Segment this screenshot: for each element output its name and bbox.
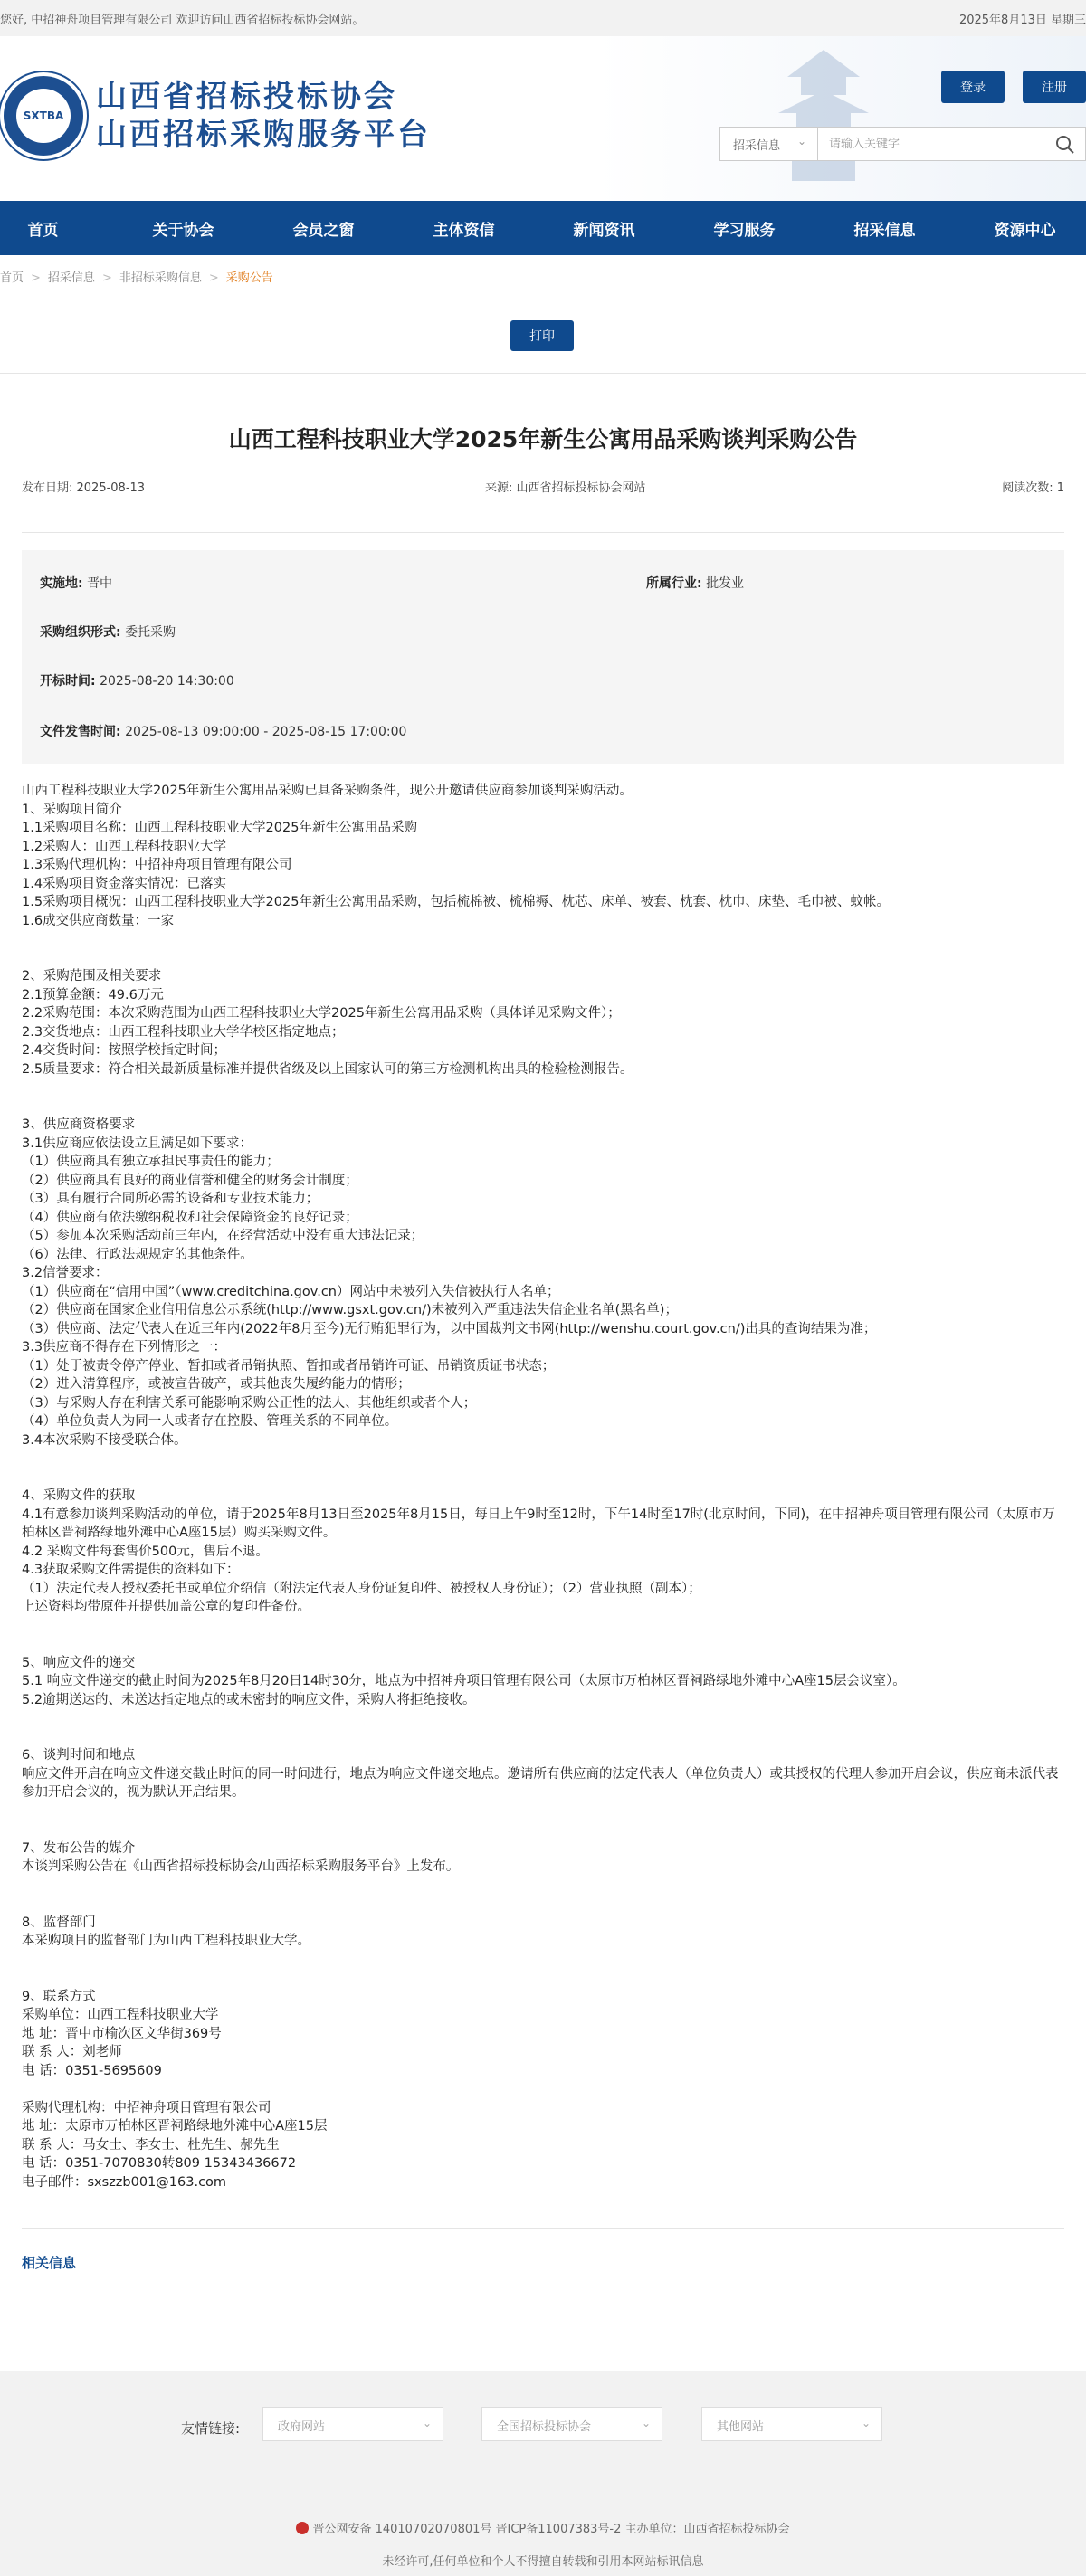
content-line: （2）供应商具有良好的商业信誉和健全的财务会计制度； — [22, 1173, 358, 1188]
chevron-down-icon: ⌄ — [796, 135, 806, 147]
content-line: （1）法定代表人授权委托书或单位介绍信（附法定代表人身份证复印件、被授权人身份证）；（2）营业执照（副本）； — [22, 1581, 701, 1596]
content-line — [22, 1709, 1064, 1728]
search-category-value: 招采信息 — [733, 139, 781, 153]
content-line: （1）处于被责令停产停业、暂扣或者吊销执照、暂扣或者吊销许可证、吊销资质证书状态； — [22, 1358, 556, 1374]
content-line: 采购单位：山西工程科技职业大学 — [22, 2008, 219, 2022]
content-line: 响应文件开启在响应文件递交截止时间的同一时间进行，地点为响应文件递交地点。邀请所有供应商的法定代表人（单位负责人）或其授权的代理人参加开启会议，供应商未派代表参加开启会议的，视为默认开启结果。 — [22, 1766, 1059, 1800]
content-line: （2）进入清算程序，或被宣告破产，或其他丧失履约能力的情形； — [22, 1377, 411, 1392]
content-line: 3.4本次采购不接受联合体。 — [22, 1432, 187, 1448]
info-org-form-value: 委托采购 — [125, 625, 176, 640]
info-doc-time — [40, 722, 406, 740]
divider — [22, 532, 1064, 533]
content-line: 1、采购项目简介 — [22, 802, 122, 817]
site-name[interactable] — [96, 78, 431, 154]
info-doc-time-value: 2025-08-13 09:00:00 - 2025-08-15 17:00:00 — [125, 725, 407, 739]
content-line: 本采购项目的监督部门为山西工程科技职业大学。 — [22, 1934, 310, 1948]
content-line: 2.5质量要求：符合相关最新质量标准并提供省级及以上国家认可的第三方检测机构出具的检验检测报告。 — [22, 1061, 634, 1077]
content-line — [22, 930, 1064, 949]
content-line: 电 话：0351-5695609 — [22, 2063, 162, 2078]
main-nav — [0, 201, 1086, 255]
friend-link-select-value: 政府网站 — [278, 2420, 326, 2434]
info-location-value: 晋中 — [87, 576, 113, 591]
info-org-form-label: 采购组织形式: — [40, 625, 121, 640]
view-count: 阅读次数: 1 — [1002, 481, 1064, 495]
info-open-time — [40, 671, 234, 689]
project-info-box — [22, 550, 1064, 764]
content-line: 1.2采购人：山西工程科技职业大学 — [22, 839, 227, 854]
content-line: 2.4交货时间：按照学校指定时间； — [22, 1043, 227, 1058]
nav-item-members[interactable]: 会员之窗 — [292, 221, 355, 240]
site-footer — [0, 2371, 1086, 2576]
content-line: 4、采购文件的获取 — [22, 1488, 136, 1503]
content-line: （1）供应商在“信用中国”（www.creditchina.gov.cn）网站中未被列入失信被执行人名单； — [22, 1284, 560, 1299]
content-line: 3.3供应商不得存在下列情形之一： — [22, 1340, 227, 1355]
content-line: 2.3交货地点：山西工程科技职业大学华校区指定地点； — [22, 1024, 345, 1040]
content-line: 5.2逾期送达的、未送达指定地点的或未密封的响应文件，采购人将拒绝接收。 — [22, 1692, 476, 1707]
content-line: （3）供应商、法定代表人在近三年内(2022年8月至今)无行贿犯罪行为，以中国裁判文书网(http://wenshu.court.gov.cn/)出具的查询结果为准； — [22, 1321, 877, 1336]
police-badge-icon — [296, 2522, 309, 2534]
content-line: 9、联系方式 — [22, 1989, 96, 2004]
content-line — [22, 1951, 1064, 1970]
friend-link-select-national[interactable] — [481, 2407, 662, 2441]
nav-item-learning[interactable]: 学习服务 — [713, 221, 776, 240]
content-line: 联 系 人：马女士、李女士、杜先生、郝先生 — [22, 2137, 280, 2153]
content-line: （6）法律、行政法规规定的其他条件。 — [22, 1247, 253, 1262]
friend-link-select-gov[interactable] — [262, 2407, 443, 2441]
content-line: （4）供应商有依法缴纳税收和社会保障资金的良好记录； — [22, 1210, 358, 1225]
record-text: 晋公网安备 14010702070801号 晋ICP备11007383号-2 主办单位：山西省招标投标协会 — [312, 2523, 790, 2536]
content-line: 本谈判采购公告在《山西省招标投标协会/山西招标采购服务平台》上发布。 — [22, 1859, 460, 1874]
nav-item-resources[interactable]: 资源中心 — [994, 221, 1056, 240]
site-header — [0, 36, 1086, 201]
search-bar — [719, 127, 1086, 161]
content-line — [22, 1617, 1064, 1636]
content-line — [22, 1635, 1064, 1654]
info-location-label: 实施地: — [40, 576, 83, 591]
content-line: 电 话：0351-7070830转809 15343436672 — [22, 2156, 297, 2171]
content-line: 山西工程科技职业大学2025年新生公寓用品采购已具备采购条件，现公开邀请供应商参加谈判采购活动。 — [22, 784, 633, 798]
friend-link-select-other[interactable] — [701, 2407, 882, 2441]
info-open-time-value: 2025-08-20 14:30:00 — [100, 674, 234, 689]
article-source: 来源: 山西省招标投标协会网站 — [485, 481, 646, 495]
content-line — [22, 1877, 1064, 1896]
content-line: 7、发布公告的媒介 — [22, 1840, 136, 1856]
info-doc-time-label: 文件发售时间: — [40, 725, 121, 739]
announcement-body — [22, 782, 1064, 2191]
nav-item-credit[interactable]: 主体资信 — [433, 221, 495, 240]
current-date: 2025年8月13日 星期三 — [958, 14, 1086, 27]
content-line: 上述资料均带原件并提供加盖公章的复印件备份。 — [22, 1600, 310, 1614]
search-icon[interactable] — [1054, 134, 1076, 156]
content-line: 4.3获取采购文件需提供的资料如下： — [22, 1563, 240, 1577]
login-button[interactable]: 登录 — [941, 71, 1005, 103]
content-line — [22, 1098, 1064, 1117]
content-line: 2.2采购范围：本次采购范围为山西工程科技职业大学2025年新生公寓用品采购（具体详见采购文件）； — [22, 1006, 621, 1021]
info-industry — [646, 574, 744, 592]
content-line — [22, 1895, 1064, 1914]
register-button[interactable]: 注册 — [1023, 71, 1086, 103]
content-line: 地 址：晋中市榆次区文华街369号 — [22, 2026, 222, 2041]
content-line — [22, 1969, 1064, 1988]
friend-link-select-value: 全国招标投标协会 — [497, 2420, 592, 2434]
content-line — [22, 1728, 1064, 1747]
chevron-down-icon: ⌄ — [422, 2417, 432, 2429]
breadcrumb-separator-icon: > — [208, 271, 219, 285]
breadcrumb — [0, 268, 273, 285]
content-line: 电子邮件：sxszzb001@163.com — [22, 2174, 227, 2190]
publish-date: 发布日期: 2025-08-13 — [22, 481, 146, 495]
content-line: 6、谈判时间和地点 — [22, 1748, 136, 1763]
content-line: 5.1 响应文件递交的截止时间为2025年8月20日14时30分，地点为中招神舟项目管理有限公司（太原市万柏林区晋祠路绿地外滩中心A座15层会议室）。 — [22, 1674, 906, 1688]
chevron-down-icon: ⌄ — [861, 2417, 871, 2429]
content-line — [22, 1802, 1064, 1821]
info-industry-value: 批发业 — [706, 576, 745, 591]
content-line: 5、响应文件的递交 — [22, 1655, 136, 1670]
content-line: 4.1有意参加谈判采购活动的单位，请于2025年8月13日至2025年8月15日，每日上午9时至12时，下午14时至17时(北京时间，下同)，在中招神舟项目管理有限公司（太原市万柏林区晋祠路绿地外滩中心A座15层）购买采购文件。 — [22, 1507, 1055, 1540]
divider — [22, 2228, 1064, 2229]
print-button[interactable]: 打印 — [510, 320, 574, 351]
content-line: （4）单位负责人为同一人或者存在控股、管理关系的不同单位。 — [22, 1414, 398, 1429]
site-name-line2: 山西招标采购服务平台 — [96, 117, 431, 153]
breadcrumb-separator-icon: > — [31, 271, 41, 285]
breadcrumb-separator-icon: > — [101, 271, 112, 285]
content-line: 2.1预算金额：49.6万元 — [22, 987, 164, 1003]
breadcrumb-non-tender[interactable]: 非招标采购信息 — [119, 271, 202, 285]
content-line: 1.1采购项目名称：山西工程科技职业大学2025年新生公寓用品采购 — [22, 821, 417, 835]
logo-abbr: SXTBA — [23, 109, 64, 122]
breadcrumb-current[interactable]: 采购公告 — [225, 271, 273, 285]
record-info — [0, 2519, 1086, 2536]
content-line: （3）与采购人存在利害关系可能影响采购公正性的法人、其他组织或者个人； — [22, 1395, 477, 1411]
info-industry-label: 所属行业: — [646, 576, 702, 591]
content-line: （1）供应商具有独立承担民事责任的能力； — [22, 1155, 280, 1169]
content-line: 3、供应商资格要求 — [22, 1117, 136, 1132]
copyright-notice: 未经许可,任何单位和个人不得擅自转载和引用本网站标讯信息 — [382, 2555, 704, 2569]
info-org-form — [40, 623, 176, 641]
content-line — [22, 949, 1064, 968]
content-line: 2、采购范围及相关要求 — [22, 969, 162, 984]
content-line: 8、监督部门 — [22, 1915, 96, 1930]
content-line: 4.2 采购文件每套售价500元，售后不退。 — [22, 1544, 269, 1559]
chevron-down-icon: ⌄ — [641, 2417, 651, 2429]
content-line: （3）具有履行合同所必需的设备和专业技术能力； — [22, 1192, 319, 1206]
content-line — [22, 1079, 1064, 1098]
content-line: 采购代理机构：中招神舟项目管理有限公司 — [22, 2100, 272, 2115]
content-line: 地 址：太原市万柏林区晋祠路绿地外滩中心A座15层 — [22, 2119, 328, 2134]
content-line: 1.5采购项目概况：山西工程科技职业大学2025年新生公寓用品采购，包括梳棉被、梳棉褥、枕芯、床单、被套、枕套、枕巾、床垫、毛巾被、蚊帐。 — [22, 895, 890, 909]
friend-links-label: 友情链接: — [181, 2420, 241, 2437]
top-bar — [0, 0, 1086, 36]
search-input[interactable] — [829, 128, 1037, 160]
content-line: 3.2信誉要求： — [22, 1266, 109, 1280]
nav-item-news[interactable]: 新闻资讯 — [573, 221, 635, 240]
related-info-heading[interactable]: 相关信息 — [22, 2255, 77, 2271]
welcome-text: 您好, 中招神舟项目管理有限公司 欢迎访问山西省招标投标协会网站。 — [0, 14, 365, 27]
nav-item-about[interactable]: 关于协会 — [152, 221, 214, 240]
association-logo-icon[interactable] — [0, 72, 87, 159]
content-line — [22, 1469, 1064, 1488]
breadcrumb-home[interactable]: 首页 — [0, 271, 24, 285]
content-line: 1.6成交供应商数量：一家 — [22, 913, 175, 928]
content-line: （2）供应商在国家企业信用信息公示系统(http://www.gsxt.gov.cn/)未被列入严重违法失信企业名单(黑名单)； — [22, 1303, 678, 1317]
content-line: 3.1供应商应依法设立且满足如下要求： — [22, 1136, 253, 1151]
info-open-time-label: 开标时间: — [40, 674, 96, 689]
divider — [0, 373, 1086, 374]
friend-link-select-value: 其他网站 — [717, 2420, 765, 2434]
content-line: （5）参加本次采购活动前三年内，在经营活动中没有重大违法记录； — [22, 1229, 424, 1243]
nav-item-home[interactable]: 首页 — [27, 221, 59, 240]
info-location — [40, 574, 112, 592]
search-category-select[interactable] — [720, 128, 818, 160]
content-line — [22, 1450, 1064, 1469]
site-name-line1: 山西省招标投标协会 — [96, 79, 397, 115]
content-line: 1.4采购项目资金落实情况：已落实 — [22, 876, 227, 891]
content-line — [22, 1820, 1064, 1839]
content-line — [22, 2080, 1064, 2099]
nav-item-procurement[interactable]: 招采信息 — [853, 221, 916, 240]
breadcrumb-procurement[interactable]: 招采信息 — [47, 271, 95, 285]
content-line: 联 系 人：刘老师 — [22, 2045, 122, 2059]
page-title: 山西工程科技职业大学2025年新生公寓用品采购谈判采购公告 — [228, 426, 858, 452]
content-line: 1.3采购代理机构：中招神舟项目管理有限公司 — [22, 858, 292, 872]
